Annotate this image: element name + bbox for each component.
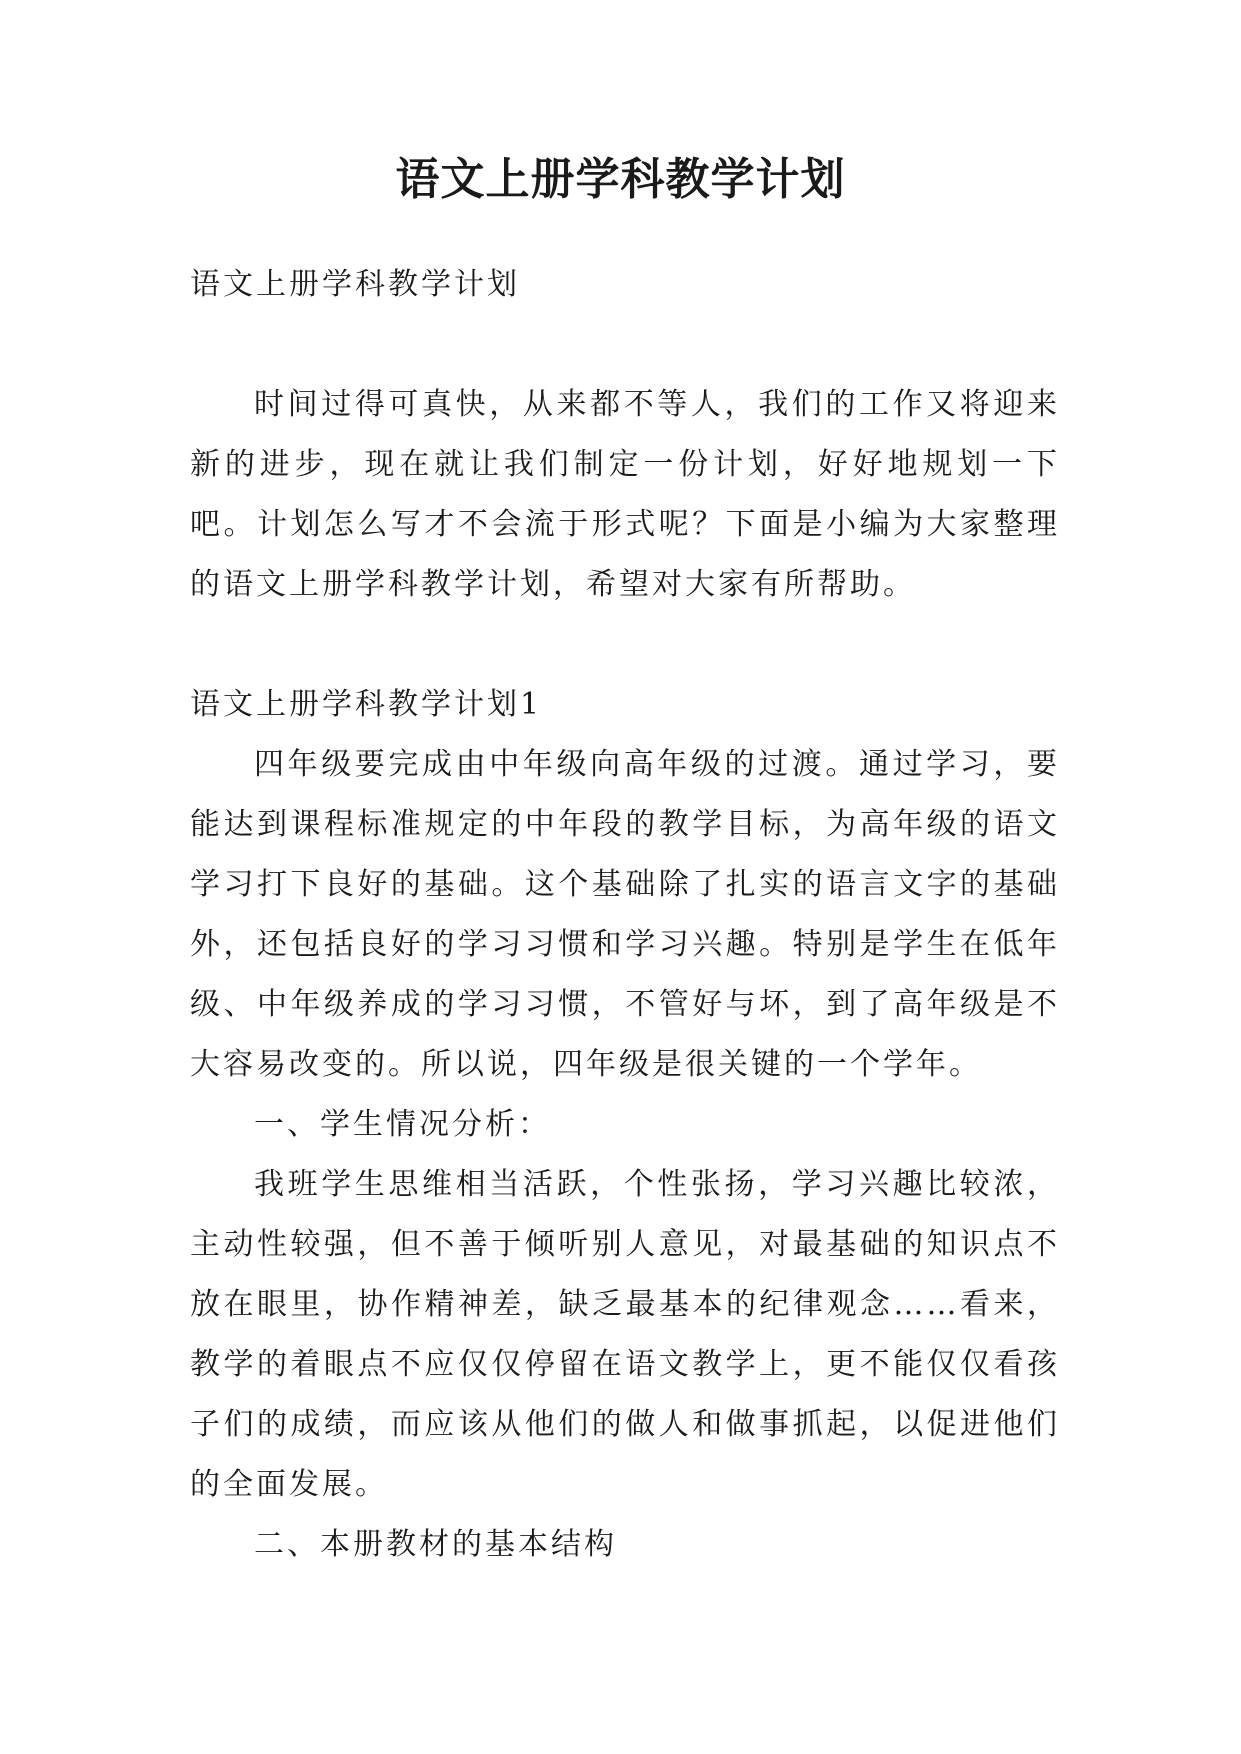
section1-heading: 语文上册学科教学计划1 <box>190 687 543 722</box>
student-analysis-paragraph: 我班学生思维相当活跃，个性张扬，学习兴趣比较浓，主动性较强，但不善于倾听别人意见，对最基础的知识点不放在眼里，协作精神差，缺乏最基本的纪律观念……看来，教学的着眼点不应仅仅停留在语文教学上，更不能仅仅看孩子们的成绩，而应该从他们的做人和做事抓起，以促进他们的全面发展。 <box>190 1167 1060 1502</box>
intro-paragraph: 时间过得可真快，从来都不等人，我们的工作又将迎来新的进步，现在就让我们制定一份计划，好好地规划一下吧。计划怎么写才不会流于形式呢？下面是小编为大家整理的语文上册学科教学计划，希望对大家有所帮助。 <box>190 387 1060 602</box>
heading-textbook-structure: 二、本册教材的基本结构 <box>254 1527 617 1562</box>
document-body <box>190 255 1060 1575</box>
heading-student-analysis: 一、学生情况分析： <box>254 1107 551 1142</box>
subtitle-line: 语文上册学科教学计划 <box>190 267 520 302</box>
document-title: 语文上册学科教学计划 <box>395 154 846 205</box>
section1-paragraph: 四年级要完成由中年级向高年级的过渡。通过学习，要能达到课程标准规定的中年段的教学目标，为高年级的语文学习打下良好的基础。这个基础除了扎实的语言文字的基础外，还包括良好的学习习惯和学习兴趣。特别是学生在低年级、中年级养成的学习习惯，不管好与坏，到了高年级是不大容易改变的。所以说，四年级是很关键的一个学年。 <box>190 747 1060 1082</box>
